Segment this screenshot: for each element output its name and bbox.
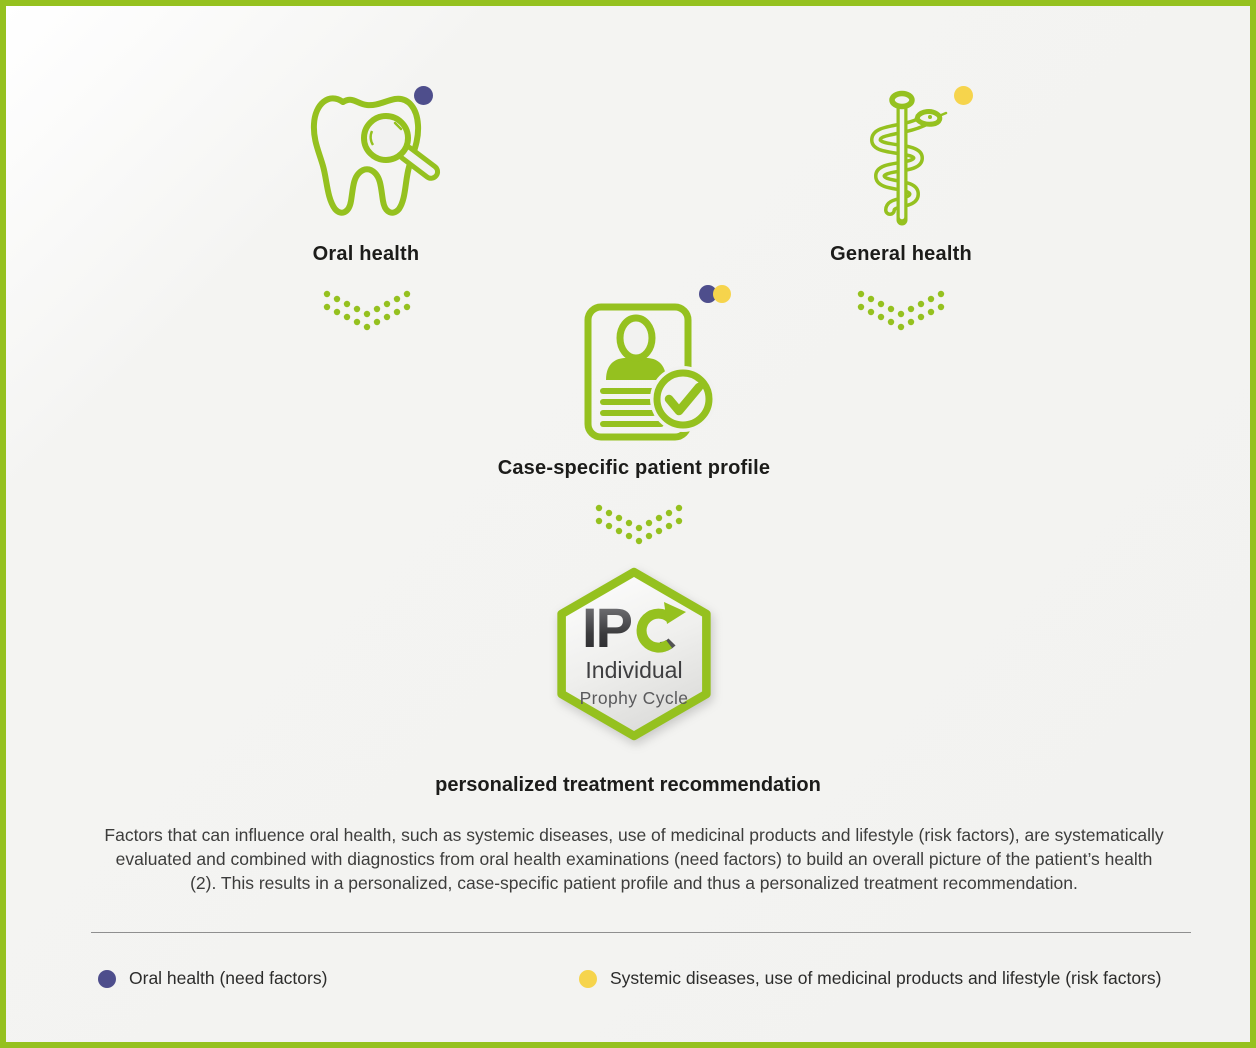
risk-factor-dot bbox=[579, 970, 597, 988]
description-paragraph: Factors that can influence oral health, such as systemic diseases, use of medicinal products and lifestyle (risk factors), are systematically evaluated and combined with diagnostics from oral health examinations (need factors) to build an overall picture of the patient’s health (2). This results in a personalized, case-specific patient profile and thus a personalized treatment recommendation. bbox=[104, 825, 1164, 893]
logo-name-line2: Prophy Cycle bbox=[579, 688, 689, 708]
need-factor-dot bbox=[98, 970, 116, 988]
divider-line bbox=[91, 932, 1191, 933]
logo-name-line1: Individual bbox=[585, 657, 683, 683]
oral-health-label: Oral health bbox=[312, 243, 420, 265]
patient-profile-label: Case-specific patient profile bbox=[497, 457, 771, 479]
chevron-down-dotted-icon bbox=[593, 502, 685, 548]
logo-ip-text: IP bbox=[582, 596, 631, 659]
c-cycle-arrow-icon bbox=[634, 600, 686, 656]
legend-label: Systemic diseases, use of medicinal products and lifestyle (risk factors) bbox=[610, 968, 1162, 988]
general-health-label: General health bbox=[830, 243, 972, 265]
chevron-down-dotted-icon bbox=[855, 288, 947, 334]
risk-factor-dot bbox=[954, 86, 973, 105]
result-title: personalized treatment recommendation bbox=[435, 774, 821, 796]
chevron-down-dotted-icon bbox=[321, 288, 413, 334]
ipc-letters bbox=[582, 596, 686, 659]
legend-item-need-factors bbox=[98, 968, 327, 989]
asclepius-rod-icon bbox=[856, 86, 948, 228]
tooth-magnifier-icon bbox=[309, 92, 459, 224]
legend-label: Oral health (need factors) bbox=[129, 968, 328, 988]
ipc-logo bbox=[554, 564, 714, 744]
legend-item-risk-factors bbox=[579, 968, 1161, 989]
patient-profile-card-icon bbox=[578, 299, 718, 445]
